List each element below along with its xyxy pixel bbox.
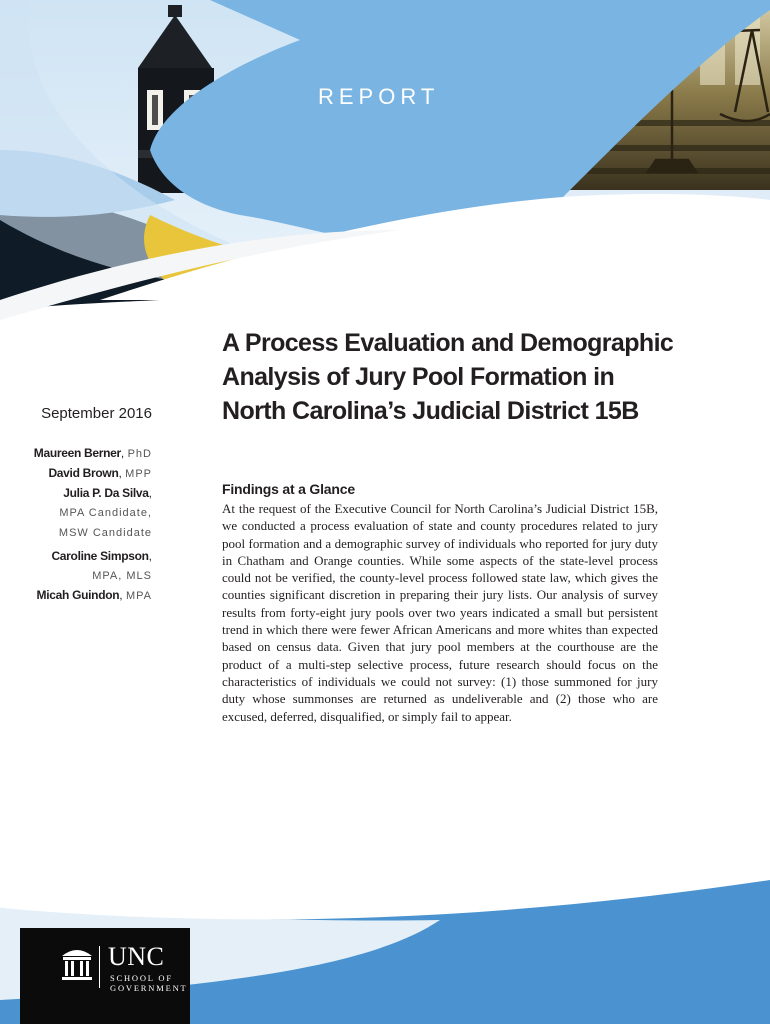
author-entry [18, 547, 152, 586]
school-name-line: GOVERNMENT [110, 983, 188, 993]
author-separator: , [148, 549, 152, 563]
author-credential: MPA, MLS [92, 570, 152, 582]
author-credential: MSW Candidate [58, 527, 152, 539]
author-entry [18, 444, 152, 464]
title-line: North Carolina’s Judicial District 15B [222, 397, 639, 425]
author-separator: , [148, 486, 152, 500]
logo-block [20, 928, 190, 1013]
author-credential: PhD [127, 448, 152, 460]
author-entry [18, 586, 152, 606]
author-credential: MPA [125, 590, 152, 602]
unc-wordmark: UNC [108, 942, 165, 971]
author-separator: , [119, 588, 126, 602]
author-entry [18, 464, 152, 484]
author-name: Caroline Simpson [51, 549, 149, 563]
author-entry [18, 484, 152, 543]
school-name-line: SCHOOL OF [110, 973, 173, 983]
school-name [110, 973, 188, 993]
old-well-icon [60, 944, 94, 982]
author-credential: MPA Candidate, [59, 507, 152, 519]
publication-date: September 2016 [41, 405, 152, 422]
title-line: A Process Evaluation and Demographic [222, 329, 674, 357]
title-line: Analysis of Jury Pool Formation in [222, 363, 615, 391]
author-list [18, 444, 152, 606]
author-credential: MPP [125, 468, 152, 480]
author-separator: , [120, 446, 128, 460]
author-name: Micah Guindon [36, 588, 120, 602]
findings-body: At the request of the Executive Council for North Carolina’s Judicial District 15B, we conducted a process evaluation of state and county procedures related to jury pool formation and a demographic survey of individuals who reported for jury duty in Chatham and Orange counties. While some aspects of the state-level process could not be verified, the county-level process followed state law, which gives the counties significant discretion in preparing their jury lists. Our analysis of survey results from forty-eight jury pools over two years indicated a small but persistent trend in which there were fewer African Americans and more whites than expected based on census data. Given that jury pool members at the courthouse are the product of a multi-step selective process, future research should focus on the characteristics of individuals we could not survey: (1) those summoned for jury duty whose summonses are returned as undeliverable and (2) those who are excused, deferred, disqualified, or simply fail to appear. [222, 501, 658, 724]
author-name: Julia P. Da Silva [63, 486, 149, 500]
logo-block-base [20, 1012, 190, 1024]
author-name: Maureen Berner [33, 446, 121, 460]
author-separator: , [118, 466, 126, 480]
author-name: David Brown [48, 466, 119, 480]
findings-heading: Findings at a Glance [222, 481, 355, 497]
document-title [222, 326, 722, 428]
report-label: REPORT [318, 84, 440, 109]
logo-divider [99, 946, 100, 988]
